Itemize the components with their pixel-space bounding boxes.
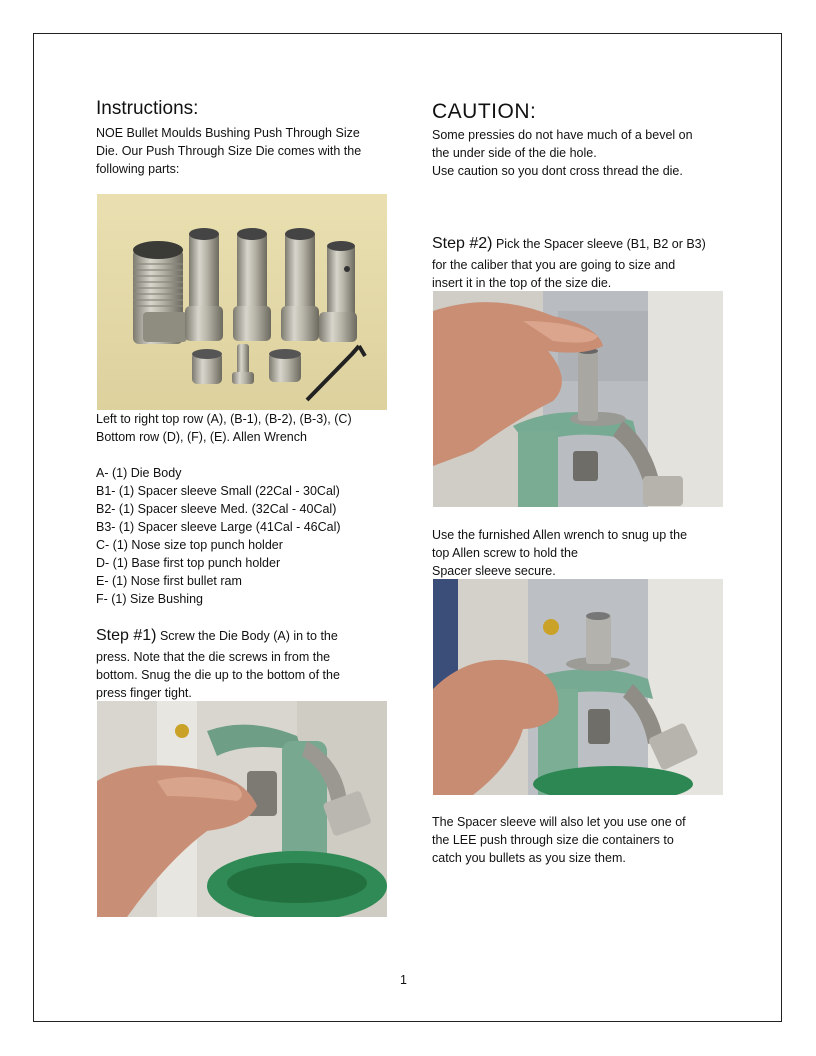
step2-line-2: for the caliber that you are going to size and [432, 258, 676, 272]
caption-line-2: Bottom row (D), (F), (E). Allen Wrench [96, 430, 307, 444]
part-e: E- (1) Nose first bullet ram [96, 574, 242, 588]
part-b1: B1- (1) Spacer sleeve Small (22Cal - 30Cal) [96, 484, 340, 498]
step1-line-2: press. Note that the die screws in from the [96, 650, 331, 664]
caution-heading: CAUTION: [432, 100, 537, 123]
part-b2: B2- (1) Spacer sleeve Med. (32Cal - 40Cal) [96, 502, 337, 516]
caution-line-1: Some pressies do not have much of a bevel on [432, 128, 693, 142]
closing-line-1: The Spacer sleeve will also let you use one of [432, 815, 686, 829]
closing-line-2: the LEE push through size die containers to [432, 833, 674, 847]
step1-line-4: press finger tight. [96, 686, 192, 700]
part-b3: B3- (1) Spacer sleeve Large (41Cal - 46Cal) [96, 520, 341, 534]
allen-line-1: Use the furnished Allen wrench to snug up the [432, 528, 688, 542]
step1-line-3: bottom. Snug the die up to the bottom of the [96, 668, 340, 682]
step2-photo [433, 291, 723, 507]
caution-line-3: Use caution so you dont cross thread the die. [432, 164, 683, 178]
step1-line-1 [96, 627, 338, 645]
caption-line-1: Left to right top row (A), (B-1), (B-2), (B-3), (C) [96, 412, 352, 426]
intro-line-2: Die. Our Push Through Size Die comes with the [96, 144, 362, 158]
step2-text-1: Pick the Spacer sleeve (B1, B2 or B3) [495, 237, 706, 251]
part-f: F- (1) Size Bushing [96, 592, 203, 606]
page-number: 1 [400, 973, 407, 987]
allen-line-3: Spacer sleeve secure. [432, 564, 556, 578]
step2-line-1 [432, 235, 706, 253]
step1-photo [97, 701, 387, 917]
intro-line-1: NOE Bullet Moulds Bushing Push Through Size [96, 126, 360, 140]
step2-label: Step #2) [432, 235, 493, 252]
part-a: A- (1) Die Body [96, 466, 182, 480]
allen-line-2: top Allen screw to hold the [432, 546, 578, 560]
intro-line-3: following parts: [96, 162, 180, 176]
allen-photo [433, 579, 723, 795]
closing-line-3: catch you bullets as you size them. [432, 851, 626, 865]
part-d: D- (1) Base first top punch holder [96, 556, 281, 570]
caution-line-2: the under side of the die hole. [432, 146, 597, 160]
step1-text-1: Screw the Die Body (A) in to the [159, 629, 338, 643]
part-c: C- (1) Nose size top punch holder [96, 538, 283, 552]
parts-photo [97, 194, 387, 410]
step1-label: Step #1) [96, 627, 157, 644]
step2-line-3: insert it in the top of the size die. [432, 276, 612, 290]
instructions-heading: Instructions: [96, 98, 199, 119]
